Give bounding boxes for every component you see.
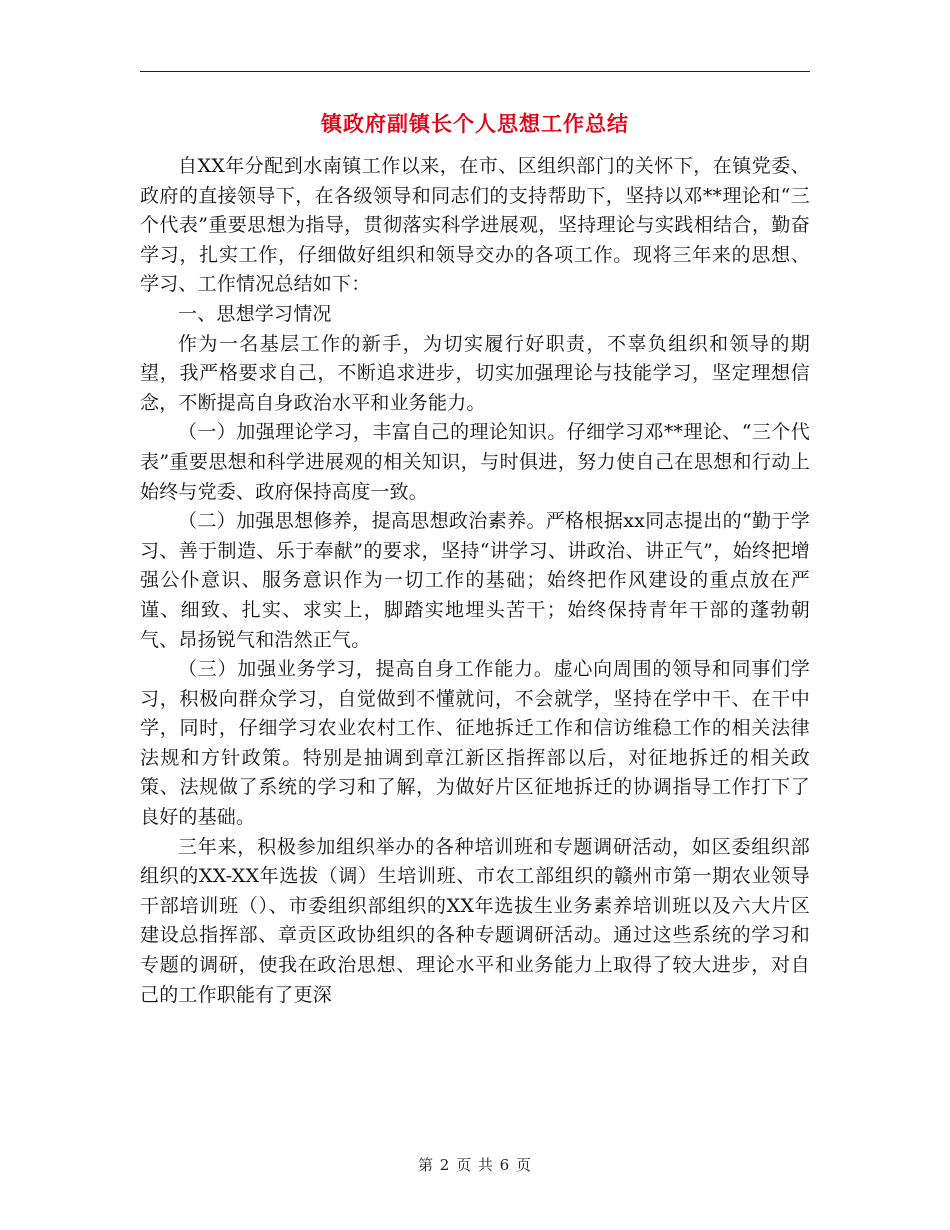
paragraph-intro: 自XX年分配到水南镇工作以来，在市、区组织部门的关怀下，在镇党委、政府的直接领导下，在各级领导和同志们的支持帮助下，坚持以邓**理论和“三个代表”重要思想为指导，贯彻落实科学进展观，坚持理论与实践相结合，勤奋学习，扎实工作，仔细做好组织和领导交办的各项工作。现将三年来的思想、学习、工作情况总结如下：: [140, 155, 810, 296]
page-number: 第 2 页 共 6 页: [418, 1156, 532, 1174]
section-heading-thought-study: 一、思想学习情况: [178, 302, 332, 325]
paragraph-business-study: （三）加强业务学习，提高自身工作能力。虚心向周围的领导和同事们学习，积极向群众学习，自觉做到不懂就问，不会就学，坚持在学中干、在干中学，同时，仔细学习农业农村工作、征地拆迁工作和信访维稳工作的相关法律法规和方针政策。特别是抽调到章江新区指挥部以后，对征地拆迁的相关政策、法规做了系统的学习和了解，为做好片区征地拆迁的协调指导工作打下了良好的基础。: [140, 658, 810, 829]
document-body: [140, 152, 810, 1010]
paragraph-theory-study: （一）加强理论学习，丰富自己的理论知识。仔细学习邓**理论、“三个代表”重要思想和科学进展观的相关知识，与时俱进，努力使自己在思想和行动上始终与党委、政府保持高度一致。: [140, 421, 810, 503]
header-rule: [140, 71, 810, 72]
paragraph-section-intro: 作为一名基层工作的新手，为切实履行好职责，不辜负组织和领导的期望，我严格要求自己，不断追求进步，切实加强理论与技能学习，坚定理想信念，不断提高自身政治水平和业务能力。: [140, 332, 810, 414]
document-title: 镇政府副镇长个人思想工作总结: [321, 111, 629, 136]
paragraph-ideological-cultivation: （二）加强思想修养，提高思想政治素养。严格根据xx同志提出的“勤于学习、善于制造、乐于奉献”的要求，坚持“讲学习、讲政治、讲正气”，始终把增强公仆意识、服务意识作为一切工作的基础；始终把作风建设的重点放在严谨、细致、扎实、求实上，脚踏实地埋头苦干；始终保持青年干部的蓬勃朝气、昂扬锐气和浩然正气。: [140, 510, 810, 651]
paragraph-training: 三年来，积极参加组织举办的各种培训班和专题调研活动，如区委组织部组织的XX-XX年选拔（调）生培训班、市农工部组织的赣州市第一期农业领导干部培训班（）、市委组织部组织的XX年选拔生业务素养培训班以及六大片区建设总指挥部、章贡区政协组织的各种专题调研活动。通过这些系统的学习和专题的调研，使我在政治思想、理论水平和业务能力上取得了较大进步，对自己的工作职能有了更深: [140, 835, 810, 1006]
